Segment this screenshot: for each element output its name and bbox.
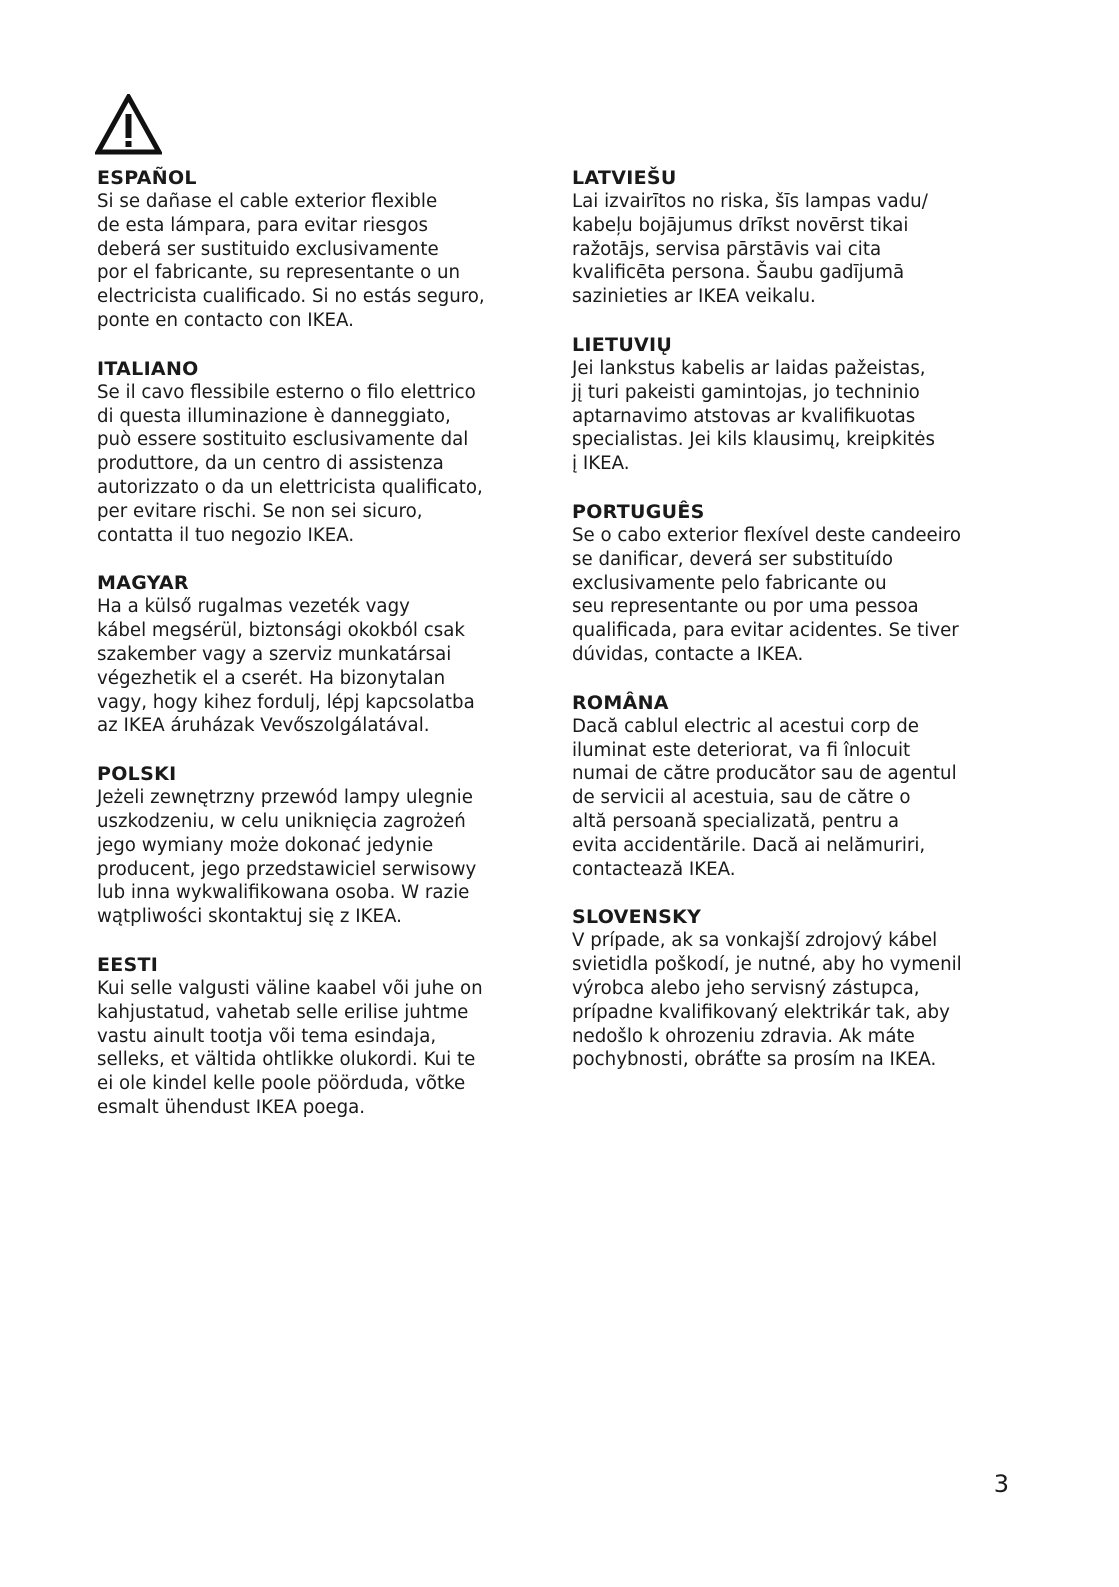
section-text: Se il cavo flessibile esterno o filo elettrico di questa illuminazione è danneggiato, può essere sostituito esclusivamente dal produttore, da un centro di assistenza autorizzato o da un elettricista qualificato, per evitare rischi. Se non sei sicuro, contatta il tuo negozio IKEA. — [97, 381, 483, 546]
section-eesti — [97, 953, 547, 1120]
section-magyar — [97, 571, 547, 738]
section-heading: EESTI — [97, 953, 159, 976]
section-heading: ESPAÑOL — [97, 167, 197, 189]
section-heading: ITALIANO — [97, 357, 199, 380]
section-text: Ha a külső rugalmas vezeték vagy kábel megsérül, biztonsági okokból csak szakember vagy a szerviz munkatársai végezhetik el a cserét. Ha bizonytalan vagy, hogy kihez fordulj, lépj kapcsolatba az IKEA áruházak Vevőszolgálatával. — [97, 596, 475, 737]
section-romana — [572, 691, 1022, 882]
section-espanol — [97, 166, 547, 333]
section-text: Se o cabo exterior flexível deste candeeiro se danificar, deverá ser substituído exclusivamente pelo fabricante ou seu representante ou por uma pessoa qualificada, para evitar acidentes. Se tiver dúvidas, contacte a IKEA. — [572, 524, 961, 665]
section-text: Lai izvairītos no riska, šīs lampas vadu/ kabeļu bojājumus drīkst novērst tikai ražotājs, servisa pārstāvis vai cita kvalificēta persona. Šaubu gadījumā sazinieties ar IKEA veikalu. — [572, 191, 928, 308]
section-lietuviu — [572, 333, 1022, 476]
page-number: 3 — [993, 1470, 1009, 1498]
warning-triangle-icon — [95, 94, 162, 156]
left-column — [97, 166, 547, 1144]
section-heading: PORTUGUÊS — [572, 500, 705, 523]
section-text: Si se dañase el cable exterior flexible de esta lámpara, para evitar riesgos deberá ser sustituido exclusivamente por el fabricante, su representante o un electricista cualificado. Si no estás seguro, ponte en contacto con IKEA. — [97, 191, 485, 331]
section-text: Dacă cablul electric al acestui corp de iluminat este deteriorat, va fi înlocuit numai de către producător sau de agentul de servicii al acestuia, sau de către o altă persoană specializată, pentru a evita accidentările. Dacă ai nelămuriri, contactează IKEA. — [572, 715, 957, 880]
section-text: Kui selle valgusti väline kaabel või juhe on kahjustatud, vahetab selle erilise juhtme vastu ainult tootja või tema esindaja, selleks, et vältida ohtlikke olukordi. Kui te ei ole kindel kelle poole pöörduda, võtke esmalt ühendust IKEA poega. — [97, 977, 483, 1118]
right-column — [572, 166, 1022, 1096]
section-heading: POLSKI — [97, 763, 177, 786]
section-slovensky — [572, 905, 1022, 1072]
section-heading: SLOVENSKY — [572, 906, 702, 929]
section-italiano — [97, 357, 547, 548]
section-text: V prípade, ak sa vonkajší zdrojový kábel svietidla poškodí, je nutné, aby ho vymenil výrobca alebo jeho servisný zástupca, prípadne kvalifikovaný elektrikár tak, aby nedošlo k ohrozeniu zdravia. Ak máte pochybnosti, obráťte sa prosím na IKEA. — [572, 930, 962, 1071]
section-text: Jei lankstus kabelis ar laidas pažeistas, jį turi pakeisti gamintojas, jo techninio aptarnavimo atstovas ar kvalifikuotas specialistas. Jei kils klausimų, kreipkitės į IKEA. — [572, 357, 935, 475]
section-heading: MAGYAR — [97, 572, 189, 595]
section-text: Jeżeli zewnętrzny przewód lampy ulegnie uszkodzeniu, w celu uniknięcia zagrożeń jego wymiany może dokonać jedynie producent, jego przedstawiciel serwisowy lub inna wykwalifikowana osoba. W razie wątpliwości skontaktuj się z IKEA. — [97, 787, 477, 928]
section-heading: LIETUVIŲ — [572, 333, 673, 356]
section-heading: ROMÂNA — [572, 691, 669, 714]
section-latviesu — [572, 166, 1022, 309]
section-polski — [97, 762, 547, 929]
section-heading: LATVIEŠU — [572, 167, 677, 189]
section-portugues — [572, 500, 1022, 667]
